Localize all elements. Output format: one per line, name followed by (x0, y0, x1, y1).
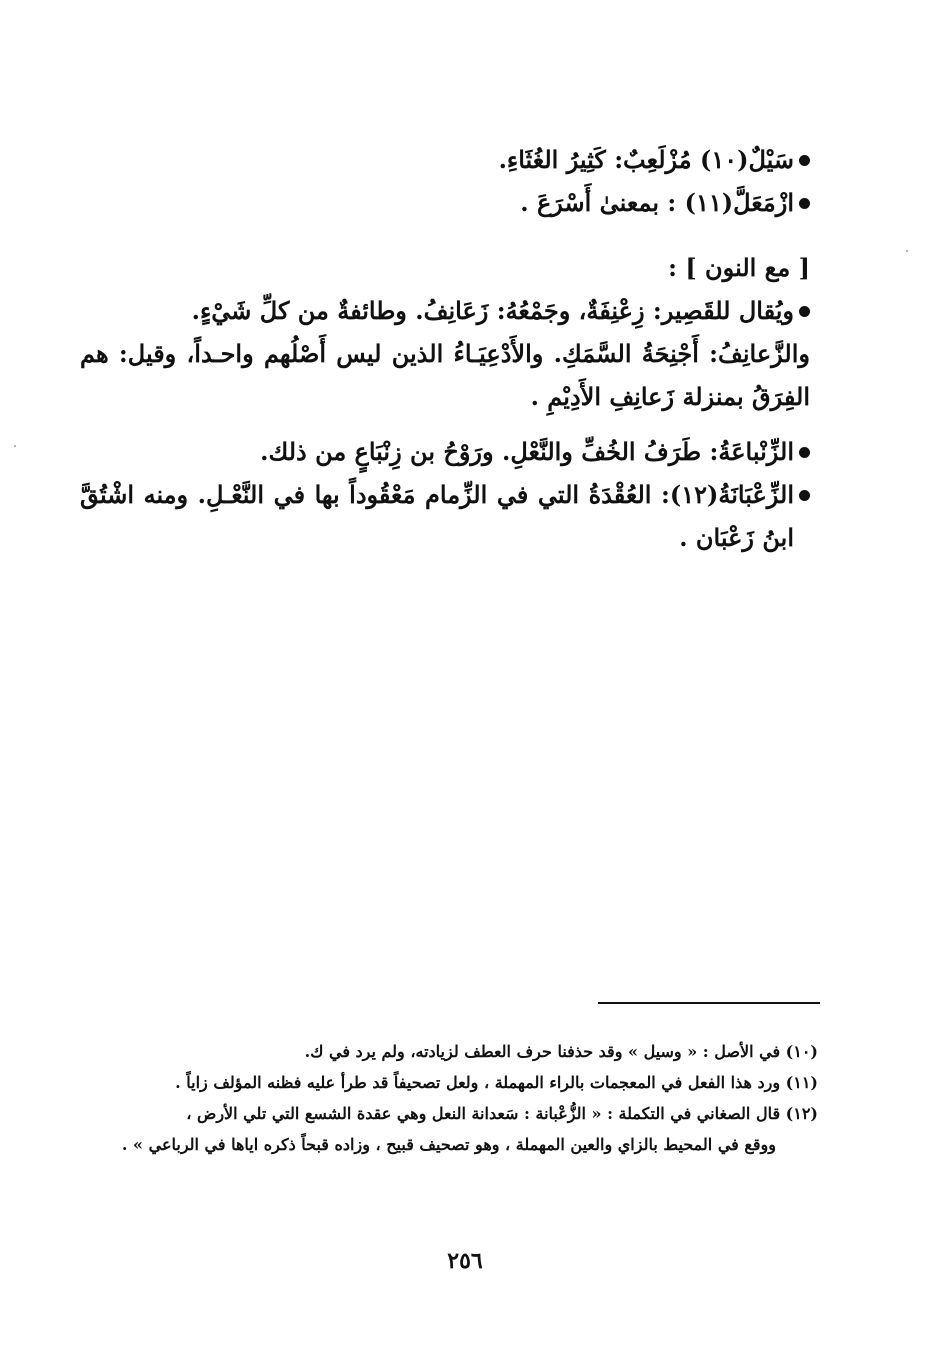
footnote-12 (110, 1098, 818, 1160)
footnote-separator (598, 1002, 820, 1004)
entry-zinbaa (80, 430, 810, 473)
entry-text: ازْمَعَلَّ(١١) : بمعنىٰ أَسْرَعَ . (520, 188, 794, 217)
entry-text: ويُقال للقَصِير: زِعْنِفَةٌ، وجَمْعُهُ: زَعَانِفُ. وطائفةٌ من كلِّ شَيْءٍ. (191, 296, 794, 325)
section-heading-nun (80, 246, 810, 289)
entry-zinfa (80, 289, 810, 332)
footnotes (110, 1036, 818, 1160)
footnote-text: (١١) ورد هذا الفعل في المعجمات بالراء المهملة ، ولعل تصحيفاً قد طرأ عليه فظنه المؤلف زاياً . (175, 1073, 818, 1092)
main-text (80, 138, 810, 559)
footnote-text-line2: ووقع في المحيط بالزاي والعين المهملة ، وهو تصحيف قبيح ، وزاده قبحاً ذكره اياها في الرباعي » . (121, 1135, 776, 1154)
entry-izmaalla (80, 181, 810, 224)
margin-speck (14, 445, 16, 447)
entry-text: سَيْلٌ(١٠) مُزْلَعِبٌ: كَثِيرُ الغُثَاءِ. (498, 145, 794, 174)
entry-text: والزَّعانِفُ: أَجْنِحَةُ السَّمَكِ. والأَدْعِيَـاءُ الذين ليس أَصْلُهم واحـداً، وقيل: هم الفِرَقُ بمنزلة زَعانِفِ الأَدِيْمِ . (80, 339, 810, 411)
footnote-10 (110, 1036, 818, 1067)
entry-sayl-muzlaib (80, 138, 810, 181)
footnote-11 (110, 1067, 818, 1098)
entry-text: الزِّعْبَانَةُ(١٢): العُقْدَةُ التي في الزِّمام مَعْقُوداً بها في النَّعْـلِ. ومنه اشْتُقَّ ابنُ زَعْبَان . (80, 480, 794, 552)
footnote-text-line1: (١٢) قال الصغاني في التكملة : « الزُّعْبانة : سَعدانة النعل وهي عقدة الشسع التي تلي الأرض ، (186, 1104, 818, 1123)
margin-speck (906, 250, 908, 252)
page-number: ٢٥٦ (447, 1248, 483, 1274)
entry-text: الزِّنْباعَةُ: طَرَفُ الخُفِّ والنَّعْلِ. ورَوْحُ بن زِنْبَاعٍ من ذلك. (260, 437, 794, 466)
footnote-text: (١٠) في الأصل : « وسيل » وقد حذفنا حرف العطف لزيادته، ولم يرد في ك. (304, 1042, 818, 1061)
heading-text: [ مع النون ] : (668, 253, 810, 282)
entry-zibana (80, 473, 810, 559)
entry-zaanif (80, 332, 810, 418)
